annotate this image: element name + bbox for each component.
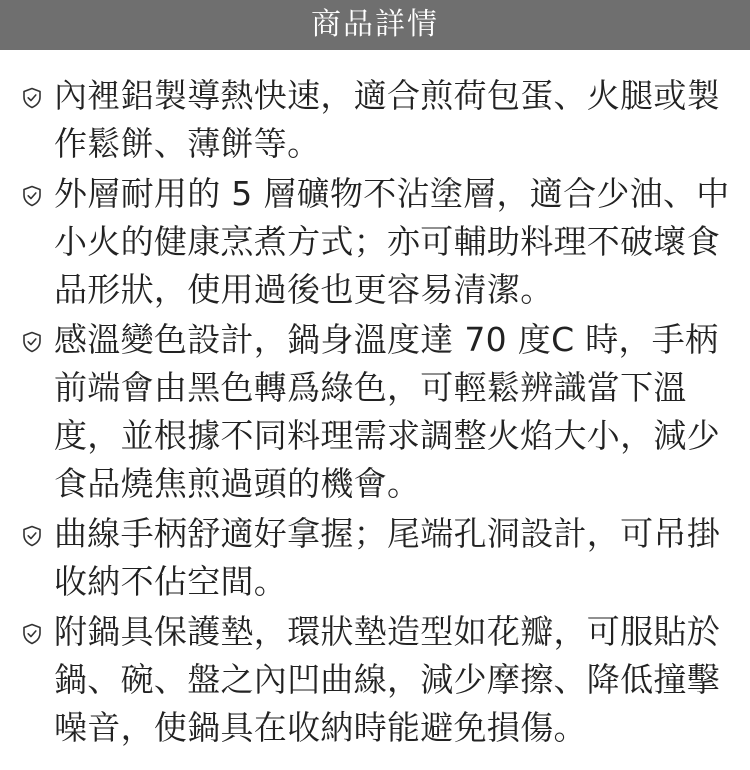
header-title: 商品詳情 bbox=[311, 7, 439, 42]
feature-text: 附鍋具保護墊，環狀墊造型如花瓣，可服貼於鍋、碗、盤之內凹曲線，減少摩擦、降低撞擊噪音，使鍋具在收納時能避免損傷。 bbox=[54, 612, 720, 747]
feature-item bbox=[0, 510, 750, 606]
shield-check-icon bbox=[20, 184, 44, 208]
feature-item bbox=[0, 72, 750, 168]
details-header bbox=[0, 0, 750, 50]
feature-list bbox=[0, 72, 750, 754]
feature-text: 外層耐用的 5 層礦物不沾塗層，適合少油、中小火的健康烹煮方式；亦可輔助料理不破壞食品形狀，使用過後也更容易清潔。 bbox=[54, 174, 730, 309]
feature-item bbox=[0, 170, 750, 314]
shield-check-icon bbox=[20, 330, 44, 354]
feature-text: 感溫變色設計，鍋身溫度達 70 度C 時，手柄前端會由黑色轉爲綠色，可輕鬆辨識當下溫度，並根據不同料理需求調整火焰大小，減少食品燒焦煎過頭的機會。 bbox=[54, 320, 720, 503]
shield-check-icon bbox=[20, 86, 44, 110]
shield-check-icon bbox=[20, 524, 44, 548]
feature-text: 曲線手柄舒適好拿握；尾端孔洞設計，可吊掛收納不佔空間。 bbox=[54, 514, 720, 601]
feature-item bbox=[0, 608, 750, 752]
feature-text: 內裡鋁製導熱快速，適合煎荷包蛋、火腿或製作鬆餅、薄餅等。 bbox=[54, 76, 720, 163]
shield-check-icon bbox=[20, 622, 44, 646]
feature-item bbox=[0, 316, 750, 508]
